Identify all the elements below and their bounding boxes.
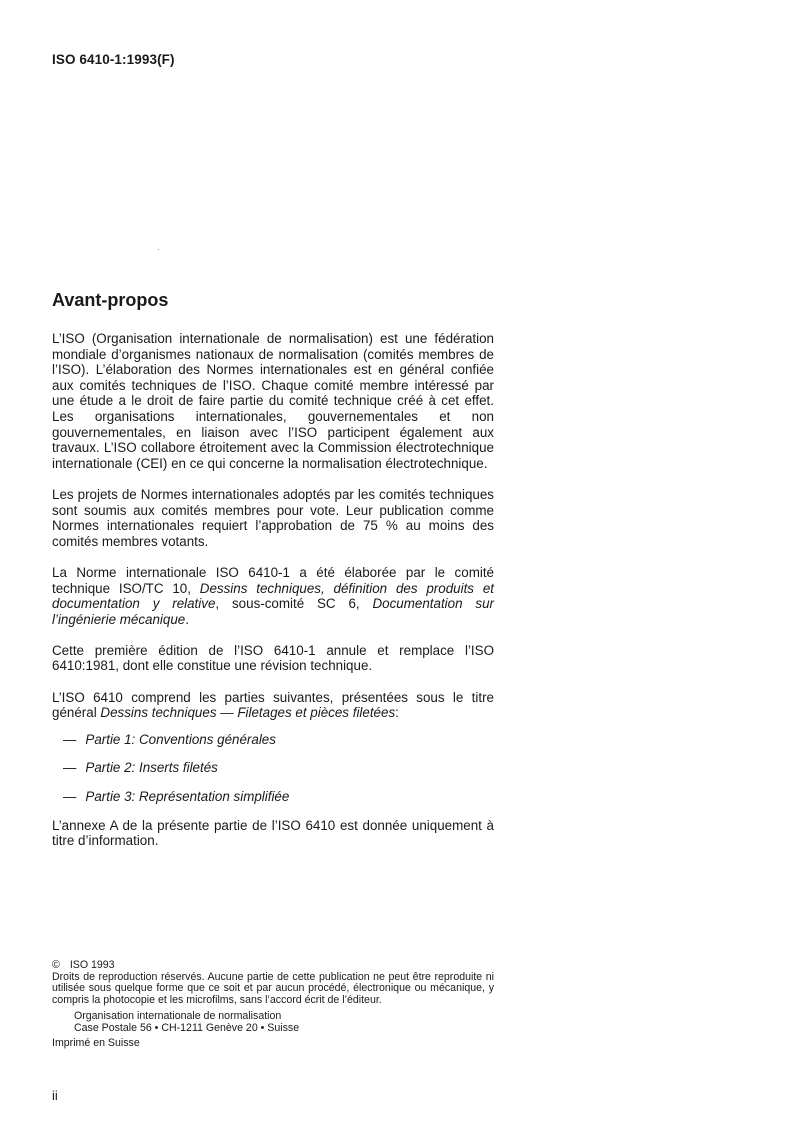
paragraph-edition: Cette première édition de l’ISO 6410-1 annule et remplace l’ISO 6410:1981, dont elle constitue une révision technique. [52, 642, 494, 674]
part-label: Partie 3: Représentation simplifiée [85, 789, 290, 805]
publisher-org: Organisation internationale de normalisation [74, 1010, 282, 1023]
list-dash: — [63, 789, 77, 805]
parts-list [52, 732, 494, 805]
printed-in: Imprimé en Suisse [52, 1036, 140, 1049]
paragraph-parts-intro [52, 690, 494, 721]
parts-intro-text: L’ISO 6410 comprend les parties suivantes, présentées sous le titre général [52, 689, 494, 721]
rights-notice: Droits de reproduction réservés. Aucune partie de cette publication ne peut être reproduite ni utilisée sous quelque forme que ce soit et par aucun procédé, électronique ou mécanique, y compris la photocopie et les microfilms, sans l’accord écrit de l’éditeur. [52, 970, 494, 1006]
subcommittee-title: Documentation sur l’ingénierie mécanique [52, 596, 495, 627]
scan-speck [158, 249, 159, 250]
page-number: ii [52, 1088, 58, 1103]
list-dash: — [63, 760, 77, 776]
paragraph-prepared-by [52, 565, 494, 627]
copyright-text: ISO 1993 [69, 959, 115, 971]
part-label: Partie 1: Conventions générales [85, 731, 276, 747]
prepared-intro: La Norme internationale ISO 6410-1 a été élaborée par le comité technique ISO/TC 10, [52, 564, 494, 596]
general-title: Dessins techniques — Filetages et pièces filetées [100, 705, 396, 721]
copyright-icon: © [52, 959, 60, 971]
publisher-postal: Case Postale 56 • CH-1211 Genève 20 • Suisse [74, 1021, 300, 1034]
prepared-end: . [185, 611, 189, 627]
foreword-body [52, 331, 494, 864]
parts-intro-end: : [395, 705, 399, 721]
paragraph-iso-intro: L’ISO (Organisation internationale de normalisation) est une fédération mondiale d’organismes nationaux de normalisation (comités membres de l’ISO). L’élaboration des Normes internationales est en général confiée aux comités techniques de l’ISO. Chaque comité membre intéressé par une étude a le droit de faire partie du comité technique créé à cet effet. Les organisations internationales, gouvernementales et non gouvernementales, en liaison avec l’ISO participent également aux travaux. L’ISO collabore étroitement avec la Commission électrotechnique internationale (CEI) en ce qui concerne la normalisation électrotechnique. [52, 331, 494, 471]
committee-title: Dessins techniques, définition des produits et documentation y relative [52, 580, 494, 612]
list-item [63, 760, 494, 776]
paragraph-annex: L’annexe A de la présente partie de l’ISO 6410 est donnée uniquement à titre d’information. [52, 817, 494, 849]
copyright-block [52, 960, 494, 1049]
list-dash: — [63, 731, 77, 747]
list-item [63, 732, 494, 748]
publisher-address [74, 1011, 494, 1034]
prepared-middle: , sous-comité SC 6, [215, 596, 373, 612]
part-label: Partie 2: Inserts filetés [85, 760, 218, 776]
paragraph-voting: Les projets de Normes internationales adoptés par les comités techniques sont soumis aux comités membres pour vote. Leur publication comme Normes internationales requiert l’approbation de 75 % au moins des comités membres votants. [52, 486, 494, 549]
document-code: ISO 6410-1:1993(F) [52, 52, 175, 67]
list-item [63, 789, 494, 805]
page-title: Avant-propos [52, 290, 169, 310]
copyright-line [52, 960, 494, 972]
